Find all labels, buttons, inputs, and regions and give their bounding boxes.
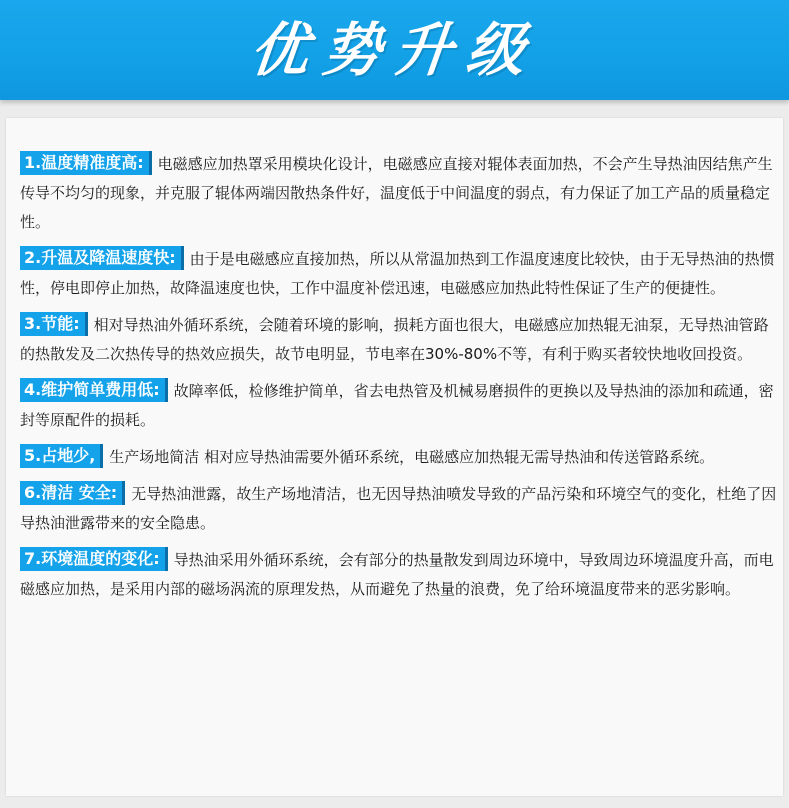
advantage-text: 故障率低，检修维护简单，省去电热管及机械易磨损件的更换以及导热油的添加和疏通，密封等原配件的损耗。 bbox=[20, 382, 774, 429]
advantage-tag: 5.占地少, bbox=[20, 444, 103, 468]
advantage-tag: 3.节能: bbox=[20, 312, 88, 336]
advantage-item bbox=[20, 311, 780, 369]
banner-title: 优势升级 bbox=[246, 16, 543, 84]
advantage-item bbox=[20, 150, 780, 237]
advantage-tag: 1.温度精准度高: bbox=[20, 151, 152, 175]
advantage-item bbox=[20, 480, 780, 538]
advantage-tag: 2.升温及降温速度快: bbox=[20, 246, 184, 270]
advantage-text: 电磁感应加热罩采用模块化设计，电磁感应直接对辊体表面加热，不会产生导热油因结焦产生传导不均匀的现象，并克服了辊体两端因散热条件好，温度低于中间温度的弱点，有力保证了加工产品的质量稳定性。 bbox=[20, 155, 773, 231]
advantage-text: 由于是电磁感应直接加热，所以从常温加热到工作温度速度比较快，由于无导热油的热惯性，停电即停止加热，故降温速度也快，工作中温度补偿迅速，电磁感应加热此特性保证了生产的便捷性。 bbox=[20, 250, 775, 297]
advantage-text: 生产场地简洁 相对应导热油需要外循环系统，电磁感应加热辊无需导热油和传送管路系统。 bbox=[109, 448, 715, 466]
advantage-tag: 4.维护简单费用低: bbox=[20, 378, 168, 402]
advantage-tag: 7.环境温度的变化: bbox=[20, 547, 168, 571]
advantage-text: 无导热油泄露，故生产场地清洁，也无因导热油喷发导致的产品污染和环境空气的变化，杜绝了因导热油泄露带来的安全隐患。 bbox=[20, 485, 777, 532]
advantage-item bbox=[20, 245, 780, 303]
advantage-text: 导热油采用外循环系统，会有部分的热量散发到周边环境中，导致周边环境温度升高，而电磁感应加热，是采用内部的磁场涡流的原理发热，从而避免了热量的浪费，免了给环境温度带来的恶劣影响。 bbox=[20, 551, 774, 598]
advantage-item bbox=[20, 377, 780, 435]
advantage-item bbox=[20, 443, 780, 472]
advantage-tag: 6.清洁 安全: bbox=[20, 481, 125, 505]
advantage-text: 相对导热油外循环系统，会随着环境的影响，损耗方面也很大，电磁感应加热辊无油泵，无导热油管路的热散发及二次热传导的热效应损失，故节电明显，节电率在30%-80%不等，有利于购买者较快地收回投资。 bbox=[20, 316, 769, 363]
advantages-list bbox=[20, 150, 780, 612]
header-banner bbox=[0, 0, 789, 100]
advantage-item bbox=[20, 546, 780, 604]
